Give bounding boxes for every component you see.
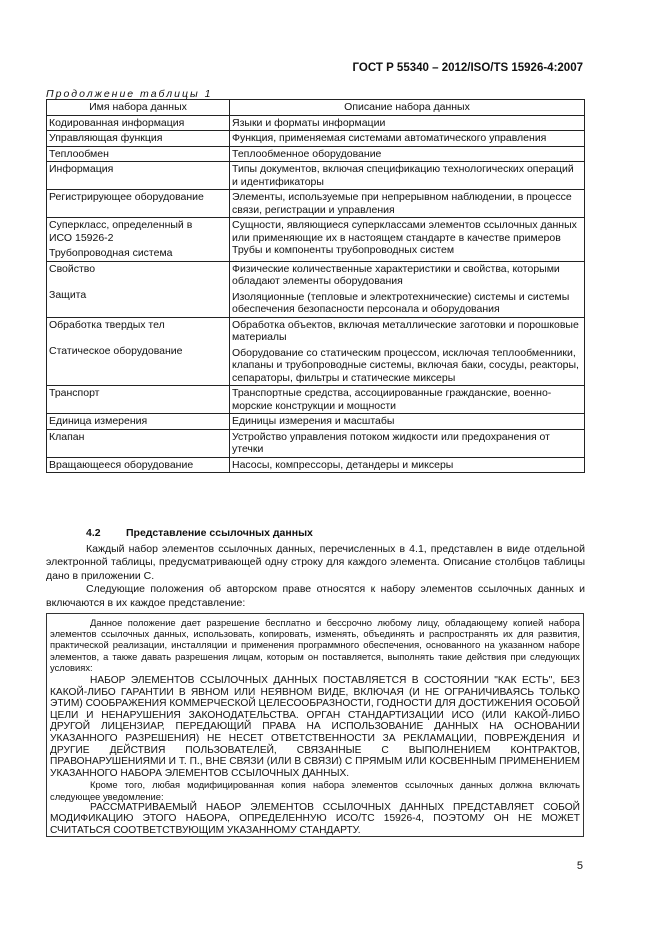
- table-row: [47, 190, 585, 218]
- row-description: Единицы измерения и масштабы: [230, 414, 585, 430]
- row-description: Трубы и компоненты трубопроводных систем: [232, 244, 455, 256]
- row-name: Обработка твердых тел: [49, 318, 165, 331]
- section-paragraph: Каждый набор элементов ссылочных данных, перечисленных в 4.1, представлен в виде отдельной электронной таблицы, предусматривающей одну строку для каждого элемента. Описание столбцов таблицы дано в приложении С.: [46, 542, 585, 582]
- row-description-group: [230, 261, 585, 317]
- section-paragraph: Следующие положения об авторском праве относятся к набору элементов ссылочных данных и включаются в их каждое представление:: [46, 583, 585, 609]
- data-sets-table: [46, 99, 585, 473]
- section-heading: [86, 527, 585, 541]
- row-description: Физические количественные характеристики и свойства, которыми обладают элементы оборудования: [232, 262, 560, 287]
- row-description: Сущности, являющиеся суперклассами элементов ссылочных данных или применяющие их в настоящем стандарте в качестве примеров: [232, 219, 577, 244]
- row-name: Суперкласс, определенный в ИСО 15926-2: [49, 219, 193, 244]
- row-description: Типы документов, включая спецификацию технологических операций и идентификаторы: [230, 162, 585, 190]
- row-name: Управляющая функция: [47, 131, 230, 147]
- row-description-group: [230, 218, 585, 262]
- row-description: Обработка объектов, включая металлические заготовки и порошковые материалы: [232, 318, 579, 343]
- notice-paragraph: Кроме того, любая модифицированная копия набора элементов ссылочных данных должна включать следующее уведомление:: [50, 779, 580, 802]
- table-row: [47, 414, 585, 430]
- row-description: Функция, применяемая системами автоматического управления: [230, 131, 585, 147]
- table-row: [47, 115, 585, 131]
- table-row: [47, 218, 585, 262]
- table-row: [47, 429, 585, 457]
- section-title: Представление ссылочных данных: [126, 527, 313, 539]
- row-name-group: [47, 218, 230, 262]
- notice-paragraph: Данное положение дает разрешение бесплатно и бессрочно любому лицу, обладающему копией набора элементов ссылочных данных, использовать, копировать, изменять, объединять и распространять их для развития, практической реализации, инсталляции и применения программного обеспечения, основанного на указанном наборе элементов, а также давать разрешения лицам, которым он поставляется, выполнять такие действия при следующих условиях:: [50, 617, 580, 673]
- row-description: Теплообменное оборудование: [230, 146, 585, 162]
- table-row: [47, 131, 585, 147]
- row-description: Изоляционные (тепловые и электротехнические) системы и системы обеспечения безопасности персонала и оборудования: [232, 290, 570, 315]
- column-header-name: Имя набора данных: [47, 100, 230, 116]
- notice-disclaimer: НАБОР ЭЛЕМЕНТОВ ССЫЛОЧНЫХ ДАННЫХ ПОСТАВЛЯЕТСЯ В СОСТОЯНИИ "КАК ЕСТЬ", БЕЗ КАКОЙ-ЛИБО ГАРАНТИИ В ЯВНОМ ИЛИ НЕЯВНОМ ВИДЕ, ВКЛЮЧАЯ (И НЕ ОГРАНИЧИВАЯСЬ ТОЛЬКО ЭТИМ) СООБРАЖЕНИЯ КОММЕРЧЕСКОЙ ЦЕЛЕСООБРАЗНОСТИ, ГОДНОСТИ ДЛЯ ДОСТИЖЕНИЯ ОСОБОЙ ЦЕЛИ И НЕНАРУШЕНИЯ ЗАКОНОДАТЕЛЬСТВА. ОРГАН СТАНДАРТИЗАЦИИ ИСО (ИЛИ КАКОЙ-ЛИБО ДРУГОЙ ЛИЦЕНЗИАР, ПЕРЕДАЮЩИЙ ПРАВА НА ИСПОЛЬЗОВАНИЕ ДАННЫХ НА ОСНОВАНИИ УКАЗАННОГО РАЗРЕШЕНИЯ) НЕ НЕСЕТ ОТВЕТСТВЕННОСТИ ЗА РЕКЛАМАЦИИ, ПОВРЕЖДЕНИЯ И ДРУГИЕ ДЕЙСТВИЯ ПОЛЬЗОВАТЕЛЕЙ, СВЯЗАННЫЕ С ВЫПОЛНЕНИЕМ КОНТРАКТОВ, ПРАВОНАРУШЕНИЯМИ И Т. П., ВНЕ СВЯЗИ (ИЛИ В СВЯЗИ) С ПРЯМЫМ ИЛИ КОСВЕННЫМ ПРИМЕНЕНИЕМ УКАЗАННОГО НАБОРА ЭЛЕМЕНТОВ ССЫЛОЧНЫХ ДАННЫХ.: [50, 675, 580, 779]
- copyright-notice-box: [46, 613, 584, 837]
- table-row: [47, 457, 585, 473]
- row-name: Единица измерения: [47, 414, 230, 430]
- row-description-group: [230, 317, 585, 386]
- section-4-2: [46, 527, 585, 610]
- row-name: Транспорт: [47, 386, 230, 414]
- row-description: Устройство управления потоком жидкости или предохранения от утечки: [230, 429, 585, 457]
- row-name: Трубопроводная система: [49, 247, 173, 259]
- row-name: Клапан: [47, 429, 230, 457]
- notice-modification: РАССМАТРИВАЕМЫЙ НАБОР ЭЛЕМЕНТОВ ССЫЛОЧНЫХ ДАННЫХ ПРЕДСТАВЛЯЕТ СОБОЙ МОДИФИКАЦИЮ ЭТОГО НАБОРА, ОПРЕДЕЛЕННУЮ ИСО/ТС 15926-4, ПОЭТОМУ ОН НЕ МОЖЕТ СЧИТАТЬСЯ СООТВЕТСТВУЮЩИМ УКАЗАННОМУ СТАНДАРТУ.: [50, 801, 580, 836]
- row-description: Насосы, компрессоры, детандеры и миксеры: [230, 457, 585, 473]
- table-row: [47, 261, 585, 317]
- row-name: Кодированная информация: [47, 115, 230, 131]
- row-name: Теплообмен: [47, 146, 230, 162]
- row-description: Языки и форматы информации: [230, 115, 585, 131]
- row-name: Информация: [47, 162, 230, 190]
- row-description: Транспортные средства, ассоциированные гражданские, военно-морские конструкции и мощности: [230, 386, 585, 414]
- table-row: [47, 146, 585, 162]
- row-description: Оборудование со статическим процессом, исключая теплообменники, клапаны и трубопроводные системы, включая баки, сосуды, реакторы, сепараторы, фильтры и статические миксеры: [232, 346, 579, 384]
- column-header-description: Описание набора данных: [230, 100, 585, 116]
- row-name: Свойство: [49, 262, 96, 275]
- table-row: [47, 386, 585, 414]
- page-number: 5: [576, 860, 583, 872]
- row-name-group: [47, 317, 230, 386]
- document-header: ГОСТ Р 55340 – 2012/ISO/TS 15926-4:2007: [352, 62, 583, 74]
- table-row: [47, 162, 585, 190]
- row-description: Элементы, используемые при непрерывном наблюдении, в процессе связи, регистрации и управления: [230, 190, 585, 218]
- row-name: Вращающееся оборудование: [47, 457, 230, 473]
- table-header-row: [47, 100, 585, 116]
- row-name: Статическое оборудование: [49, 345, 183, 357]
- row-name: Защита: [49, 289, 87, 301]
- row-name-group: [47, 261, 230, 317]
- section-number: 4.2: [86, 527, 101, 539]
- table-continuation-label: Продолжение таблицы 1: [46, 88, 213, 100]
- table-row: [47, 317, 585, 386]
- row-name: Регистрирующее оборудование: [47, 190, 230, 218]
